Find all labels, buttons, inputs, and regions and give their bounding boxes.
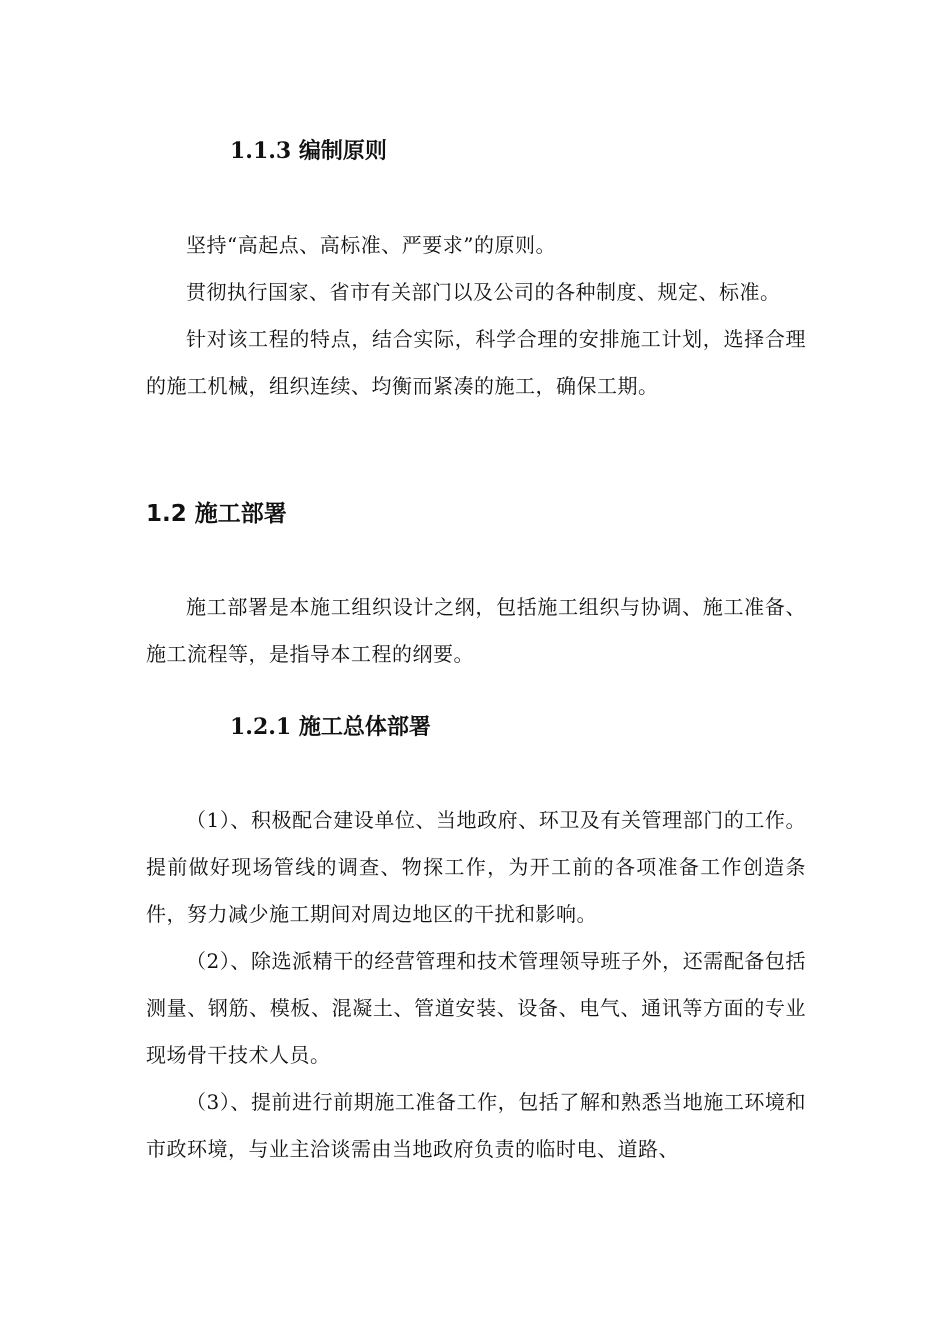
section-heading-1-2: 1.2 施工部署 bbox=[146, 501, 287, 527]
paragraph: 贯彻执行国家、省市有关部门以及公司的各种制度、规定、标准。 bbox=[186, 280, 781, 304]
section-1-2-1-body bbox=[146, 797, 806, 1173]
paragraph: （3）、提前进行前期施工准备工作，包括了解和熟悉当地施工环境和市政环境，与业主洽谈需由当地政府负责的临时电、道路、 bbox=[146, 1090, 806, 1161]
section-heading-1-2-1: 1.2.1 施工总体部署 bbox=[230, 714, 431, 740]
section-1-1-3-body bbox=[146, 222, 806, 410]
paragraph: 针对该工程的特点，结合实际，科学合理的安排施工计划，选择合理的施工机械，组织连续、均衡而紧凑的施工，确保工期。 bbox=[146, 327, 806, 398]
paragraph: （2）、除选派精干的经营管理和技术管理领导班子外，还需配备包括测量、钢筋、模板、混凝土、管道安装、设备、电气、通讯等方面的专业现场骨干技术人员。 bbox=[146, 949, 806, 1067]
paragraph: 施工部署是本施工组织设计之纲，包括施工组织与协调、施工准备、施工流程等，是指导本工程的纲要。 bbox=[146, 595, 806, 666]
section-1-2-body bbox=[146, 584, 806, 678]
paragraph: （1）、积极配合建设单位、当地政府、环卫及有关管理部门的工作。提前做好现场管线的调查、物探工作，为开工前的各项准备工作创造条件，努力减少施工期间对周边地区的干扰和影响。 bbox=[146, 808, 806, 926]
section-heading-1-1-3: 1.1.3 编制原则 bbox=[230, 138, 387, 164]
paragraph: 坚持“高起点、高标准、严要求”的原则。 bbox=[186, 233, 556, 257]
